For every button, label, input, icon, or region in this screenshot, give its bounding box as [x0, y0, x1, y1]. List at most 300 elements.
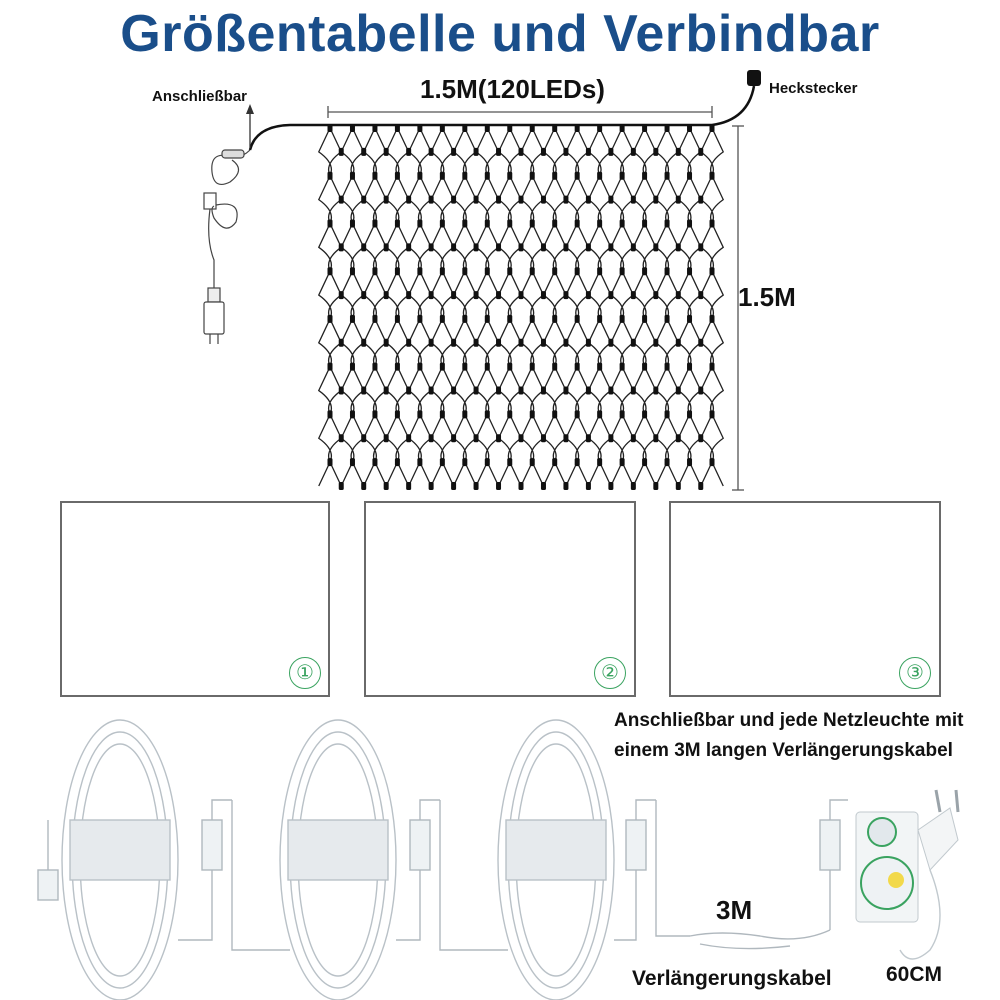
led-bulb	[541, 434, 546, 442]
led-bulb	[361, 291, 366, 299]
led-bulb	[496, 482, 501, 490]
led-bulb	[440, 363, 445, 371]
led-bulb	[417, 219, 422, 227]
led-bulb	[474, 339, 479, 347]
led-bulb	[530, 219, 535, 227]
led-bulb	[586, 196, 591, 204]
led-bulb	[710, 410, 715, 418]
led-bulb	[676, 387, 681, 395]
led-bulb	[507, 410, 512, 418]
led-bulb	[485, 172, 490, 180]
led-bulb	[485, 410, 490, 418]
led-bulb	[563, 482, 568, 490]
led-bulb	[519, 434, 524, 442]
led-bulb	[698, 291, 703, 299]
led-bulb	[676, 434, 681, 442]
led-bulb	[440, 267, 445, 275]
led-bulb	[608, 148, 613, 156]
led-bulb	[597, 458, 602, 466]
led-bulb	[541, 196, 546, 204]
led-bulb	[575, 124, 580, 132]
led-bulb	[406, 339, 411, 347]
led-bulb	[687, 267, 692, 275]
led-bulb	[361, 339, 366, 347]
led-bulb	[620, 124, 625, 132]
height-dimension-line	[732, 126, 744, 490]
step-panel-1	[60, 501, 330, 697]
led-bulb	[406, 387, 411, 395]
led-bulb	[653, 387, 658, 395]
led-bulb	[384, 196, 389, 204]
led-bulb	[642, 363, 647, 371]
led-bulb	[496, 243, 501, 251]
led-bulb	[440, 458, 445, 466]
led-bulb	[384, 243, 389, 251]
extension-cable-label: Verlängerungskabel	[632, 967, 832, 990]
led-bulb	[530, 363, 535, 371]
led-bulb	[631, 243, 636, 251]
page-title: Größentabelle und Verbindbar	[120, 5, 880, 63]
led-bulb	[384, 339, 389, 347]
led-bulb	[462, 172, 467, 180]
led-bulb	[575, 410, 580, 418]
led-bulb	[372, 410, 377, 418]
led-bulb	[406, 196, 411, 204]
led-bulb	[710, 363, 715, 371]
led-bulb	[552, 410, 557, 418]
right-connector-label: Heckstecker	[769, 80, 858, 97]
led-bulb	[462, 363, 467, 371]
coiled-net-1	[62, 720, 178, 1000]
led-bulb	[350, 219, 355, 227]
led-bulb	[372, 172, 377, 180]
led-bulb	[620, 363, 625, 371]
led-bulb	[642, 458, 647, 466]
led-bulb	[631, 482, 636, 490]
led-bulb	[698, 339, 703, 347]
led-bulb	[620, 410, 625, 418]
led-bulb	[462, 267, 467, 275]
tail-plug	[747, 70, 761, 86]
led-bulb	[507, 315, 512, 323]
led-bulb	[328, 124, 333, 132]
led-bulb	[575, 219, 580, 227]
connect-note-line2: einem 3M langen Verlängerungskabel	[614, 740, 953, 761]
led-bulb	[620, 458, 625, 466]
led-bulb	[429, 482, 434, 490]
led-bulb	[519, 387, 524, 395]
led-bulb	[496, 148, 501, 156]
led-bulb	[676, 148, 681, 156]
led-bulb	[676, 243, 681, 251]
led-bulb	[665, 458, 670, 466]
led-bulb	[395, 410, 400, 418]
led-bulb	[429, 339, 434, 347]
led-bulb	[710, 124, 715, 132]
led-bulb	[620, 315, 625, 323]
led-bulb	[653, 434, 658, 442]
led-bulb	[350, 363, 355, 371]
led-bulb	[665, 124, 670, 132]
led-bulb	[328, 458, 333, 466]
power-adapter	[856, 790, 958, 959]
led-bulb	[474, 387, 479, 395]
led-bulb	[608, 243, 613, 251]
led-bulb	[384, 387, 389, 395]
step-number-2: ②	[594, 657, 626, 689]
led-bulb	[406, 482, 411, 490]
led-bulb	[653, 148, 658, 156]
led-bulb	[665, 410, 670, 418]
width-dimension-line	[328, 106, 712, 118]
led-bulb	[597, 363, 602, 371]
led-bulb	[530, 172, 535, 180]
led-bulb	[519, 243, 524, 251]
extension-length-label: 3M	[716, 895, 753, 925]
led-bulb	[687, 458, 692, 466]
led-bulb	[474, 291, 479, 299]
led-bulb	[496, 291, 501, 299]
led-bulb	[665, 219, 670, 227]
led-bulb	[597, 172, 602, 180]
led-bulb	[372, 458, 377, 466]
led-bulb	[552, 315, 557, 323]
led-bulb	[507, 124, 512, 132]
led-bulb	[372, 315, 377, 323]
led-bulb	[676, 291, 681, 299]
led-bulb	[384, 482, 389, 490]
led-bulb	[710, 172, 715, 180]
led-bulb	[361, 387, 366, 395]
led-bulb	[597, 124, 602, 132]
led-net-grid	[319, 124, 723, 490]
led-bulb	[575, 363, 580, 371]
led-bulb	[676, 482, 681, 490]
step-number-3: ③	[899, 657, 931, 689]
led-bulb	[417, 172, 422, 180]
led-bulb	[586, 243, 591, 251]
led-bulb	[395, 219, 400, 227]
led-bulb	[698, 196, 703, 204]
led-bulb	[328, 267, 333, 275]
led-bulb	[710, 315, 715, 323]
led-bulb	[395, 458, 400, 466]
led-bulb	[631, 387, 636, 395]
led-bulb	[552, 458, 557, 466]
led-bulb	[384, 291, 389, 299]
led-bulb	[653, 243, 658, 251]
led-bulb	[642, 410, 647, 418]
led-bulb	[608, 387, 613, 395]
led-bulb	[451, 243, 456, 251]
left-controller-cable	[204, 150, 250, 344]
connect-note-line1: Anschließbar und jede Netzleuchte mit	[614, 710, 964, 731]
led-bulb	[575, 172, 580, 180]
led-bulb	[406, 243, 411, 251]
led-bulb	[395, 363, 400, 371]
led-bulb	[328, 219, 333, 227]
led-bulb	[698, 434, 703, 442]
led-bulb	[541, 291, 546, 299]
led-bulb	[361, 196, 366, 204]
led-bulb	[474, 243, 479, 251]
led-bulb	[485, 363, 490, 371]
led-bulb	[698, 387, 703, 395]
led-bulb	[339, 243, 344, 251]
led-bulb	[417, 315, 422, 323]
led-bulb	[586, 434, 591, 442]
led-bulb	[361, 243, 366, 251]
led-bulb	[530, 315, 535, 323]
led-bulb	[406, 434, 411, 442]
led-bulb	[451, 387, 456, 395]
led-bulb	[350, 315, 355, 323]
led-bulb	[563, 148, 568, 156]
led-bulb	[687, 315, 692, 323]
led-bulb	[350, 172, 355, 180]
led-bulb	[485, 458, 490, 466]
step-number-1: ①	[289, 657, 321, 689]
led-bulb	[552, 267, 557, 275]
led-bulb	[620, 267, 625, 275]
led-bulb	[710, 458, 715, 466]
led-bulb	[563, 434, 568, 442]
led-bulb	[563, 339, 568, 347]
led-bulb	[350, 124, 355, 132]
led-bulb	[496, 196, 501, 204]
led-bulb	[474, 482, 479, 490]
led-bulb	[462, 410, 467, 418]
led-bulb	[350, 267, 355, 275]
led-bulb	[429, 243, 434, 251]
led-bulb	[586, 387, 591, 395]
led-bulb	[429, 387, 434, 395]
led-bulb	[507, 219, 512, 227]
led-bulb	[563, 387, 568, 395]
led-bulb	[665, 363, 670, 371]
led-bulb	[372, 219, 377, 227]
led-bulb	[417, 363, 422, 371]
led-bulb	[631, 339, 636, 347]
led-bulb	[608, 291, 613, 299]
led-bulb	[440, 315, 445, 323]
coiled-net-2	[280, 720, 396, 1000]
led-bulb	[406, 291, 411, 299]
net-width-label: 1.5M(120LEDs)	[420, 74, 605, 104]
led-bulb	[710, 219, 715, 227]
led-bulb	[440, 219, 445, 227]
led-bulb	[687, 124, 692, 132]
led-bulb	[372, 267, 377, 275]
led-bulb	[485, 315, 490, 323]
led-bulb	[586, 339, 591, 347]
led-bulb	[395, 172, 400, 180]
led-bulb	[462, 219, 467, 227]
led-bulb	[339, 291, 344, 299]
led-bulb	[395, 124, 400, 132]
led-bulb	[395, 267, 400, 275]
led-bulb	[406, 148, 411, 156]
led-bulb	[642, 267, 647, 275]
led-bulb	[485, 219, 490, 227]
top-cable	[250, 86, 754, 150]
led-bulb	[541, 148, 546, 156]
step-panel-3	[669, 501, 941, 697]
led-bulb	[687, 410, 692, 418]
led-bulb	[530, 124, 535, 132]
led-bulb	[485, 124, 490, 132]
led-bulb	[676, 196, 681, 204]
net-height-label: 1.5M	[738, 282, 796, 312]
led-bulb	[552, 124, 557, 132]
led-bulb	[653, 291, 658, 299]
led-bulb	[563, 196, 568, 204]
led-bulb	[485, 267, 490, 275]
led-bulb	[530, 267, 535, 275]
led-bulb	[339, 196, 344, 204]
led-bulb	[586, 482, 591, 490]
led-bulb	[608, 482, 613, 490]
led-bulb	[665, 172, 670, 180]
led-bulb	[507, 363, 512, 371]
led-bulb	[339, 339, 344, 347]
led-bulb	[541, 387, 546, 395]
led-bulb	[429, 196, 434, 204]
led-bulb	[496, 339, 501, 347]
led-bulb	[451, 482, 456, 490]
led-bulb	[642, 124, 647, 132]
led-bulb	[710, 267, 715, 275]
led-bulb	[384, 434, 389, 442]
led-bulb	[429, 148, 434, 156]
led-bulb	[608, 196, 613, 204]
left-connector-label: Anschließbar	[152, 88, 248, 105]
led-bulb	[417, 267, 422, 275]
led-bulb	[642, 172, 647, 180]
led-bulb	[474, 148, 479, 156]
led-bulb	[631, 196, 636, 204]
led-bulb	[496, 387, 501, 395]
led-bulb	[687, 363, 692, 371]
led-bulb	[541, 339, 546, 347]
led-bulb	[530, 458, 535, 466]
led-bulb	[620, 172, 625, 180]
led-bulb	[631, 434, 636, 442]
led-bulb	[451, 196, 456, 204]
led-bulb	[608, 434, 613, 442]
led-bulb	[451, 339, 456, 347]
led-bulb	[541, 482, 546, 490]
led-bulb	[676, 339, 681, 347]
step-panel-2	[364, 501, 636, 697]
led-bulb	[519, 196, 524, 204]
led-bulb	[462, 458, 467, 466]
net-strands	[319, 128, 723, 486]
led-bulb	[361, 148, 366, 156]
led-bulb	[519, 148, 524, 156]
led-bulb	[350, 458, 355, 466]
led-bulb	[417, 410, 422, 418]
led-bulb	[384, 148, 389, 156]
led-bulb	[519, 291, 524, 299]
led-bulb	[328, 315, 333, 323]
led-bulb	[631, 291, 636, 299]
led-bulb	[698, 243, 703, 251]
led-bulb	[474, 196, 479, 204]
led-bulb	[642, 315, 647, 323]
led-bulb	[339, 148, 344, 156]
led-bulb	[653, 339, 658, 347]
led-bulb	[350, 410, 355, 418]
led-bulb	[653, 196, 658, 204]
led-bulb	[328, 363, 333, 371]
led-bulb	[395, 315, 400, 323]
led-bulb	[328, 172, 333, 180]
led-bulb	[597, 219, 602, 227]
led-bulb	[474, 434, 479, 442]
led-bulb	[541, 243, 546, 251]
led-bulb	[451, 148, 456, 156]
led-bulb	[417, 124, 422, 132]
led-bulb	[429, 434, 434, 442]
led-bulb	[507, 458, 512, 466]
led-bulb	[597, 315, 602, 323]
led-bulb	[653, 482, 658, 490]
led-bulb	[552, 172, 557, 180]
led-bulb	[642, 219, 647, 227]
led-bulb	[361, 482, 366, 490]
led-bulb	[519, 482, 524, 490]
led-bulb	[698, 148, 703, 156]
led-bulb	[586, 148, 591, 156]
led-bulb	[563, 291, 568, 299]
led-bulb	[462, 315, 467, 323]
led-bulb	[563, 243, 568, 251]
led-bulb	[552, 219, 557, 227]
led-bulb	[530, 410, 535, 418]
led-bulb	[339, 387, 344, 395]
led-bulb	[417, 458, 422, 466]
led-bulb	[665, 267, 670, 275]
led-bulb	[339, 434, 344, 442]
led-bulb	[519, 339, 524, 347]
led-bulb	[575, 267, 580, 275]
coiled-net-3	[498, 720, 614, 1000]
led-bulb	[597, 267, 602, 275]
led-bulb	[440, 410, 445, 418]
led-bulb	[665, 315, 670, 323]
led-bulb	[372, 363, 377, 371]
led-bulb	[687, 219, 692, 227]
led-bulb	[608, 339, 613, 347]
led-bulb	[451, 434, 456, 442]
led-bulb	[698, 482, 703, 490]
led-bulb	[552, 363, 557, 371]
led-bulb	[496, 434, 501, 442]
led-bulb	[507, 172, 512, 180]
led-bulb	[462, 124, 467, 132]
led-bulb	[451, 291, 456, 299]
led-bulb	[687, 172, 692, 180]
led-bulb	[372, 124, 377, 132]
led-bulb	[440, 124, 445, 132]
led-bulb	[328, 410, 333, 418]
led-bulb	[339, 482, 344, 490]
led-bulb	[597, 410, 602, 418]
led-bulb	[631, 148, 636, 156]
led-bulb	[586, 291, 591, 299]
adapter-cable-length-label: 60CM	[886, 963, 943, 986]
